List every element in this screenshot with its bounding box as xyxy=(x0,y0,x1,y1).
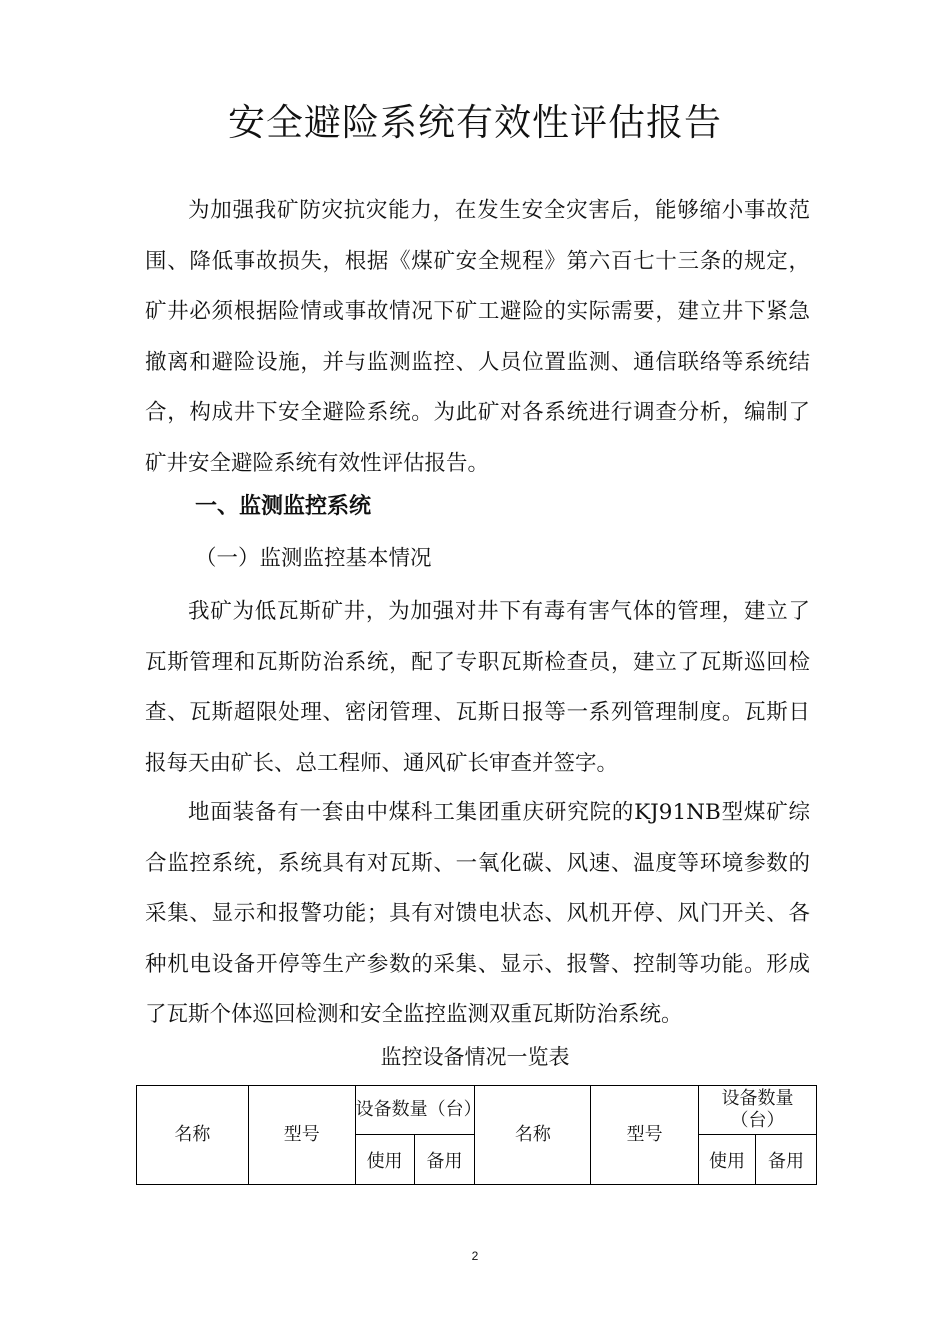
subsection-heading: （一）监测监控基本情况 xyxy=(195,546,432,571)
equipment-table xyxy=(136,1085,817,1185)
section-heading: 一、监测监控系统 xyxy=(195,494,372,519)
document-title: 安全避险系统有效性评估报告 xyxy=(228,101,722,144)
header-in-use: 使用 xyxy=(699,1135,756,1185)
intro-paragraph: 为加强我矿防灾抗灾能力，在发生安全灾害后，能够缩小事故范围、降低事故损失，根据《煤矿安全规程》第六百七十三条的规定，矿井必须根据险情或事故情况下矿工避险的实际需要，建立井下紧急撤离和避险设施，并与监测监控、人员位置监测、通信联络等系统结合，构成井下安全避险系统。为此矿对各系统进行调查分析，编制了矿井安全避险系统有效性评估报告。 xyxy=(145,198,810,476)
header-model: 型号 xyxy=(248,1086,355,1185)
header-spare: 备用 xyxy=(414,1135,475,1185)
table-caption: 监控设备情况一览表 xyxy=(380,1045,570,1069)
header-quantity: 设备数量（台） xyxy=(355,1086,475,1135)
gas-management-paragraph: 我矿为低瓦斯矿井，为加强对井下有毒有害气体的管理，建立了瓦斯管理和瓦斯防治系统，配了专职瓦斯检查员，建立了瓦斯巡回检查、瓦斯超限处理、密闭管理、瓦斯日报等一系列管理制度。瓦斯日报每天由矿长、总工程师、通风矿长审查并签字。 xyxy=(145,599,810,776)
header-model: 型号 xyxy=(591,1086,699,1185)
header-name: 名称 xyxy=(137,1086,249,1185)
header-in-use: 使用 xyxy=(355,1135,414,1185)
table-header-row xyxy=(137,1086,817,1135)
page-number: 2 xyxy=(471,1249,479,1263)
header-name: 名称 xyxy=(475,1086,591,1185)
monitoring-system-paragraph: 地面装备有一套由中煤科工集团重庆研究院的KJ91NB型煤矿综合监控系统，系统具有对瓦斯、一氧化碳、风速、温度等环境参数的采集、显示和报警功能；具有对馈电状态、风机开停、风门开关、各种机电设备开停等生产参数的采集、显示、报警、控制等功能。形成了瓦斯个体巡回检测和安全监控监测双重瓦斯防治系统。 xyxy=(145,800,810,1027)
header-spare: 备用 xyxy=(756,1135,817,1185)
header-quantity: 设备数量（台） xyxy=(699,1086,817,1135)
